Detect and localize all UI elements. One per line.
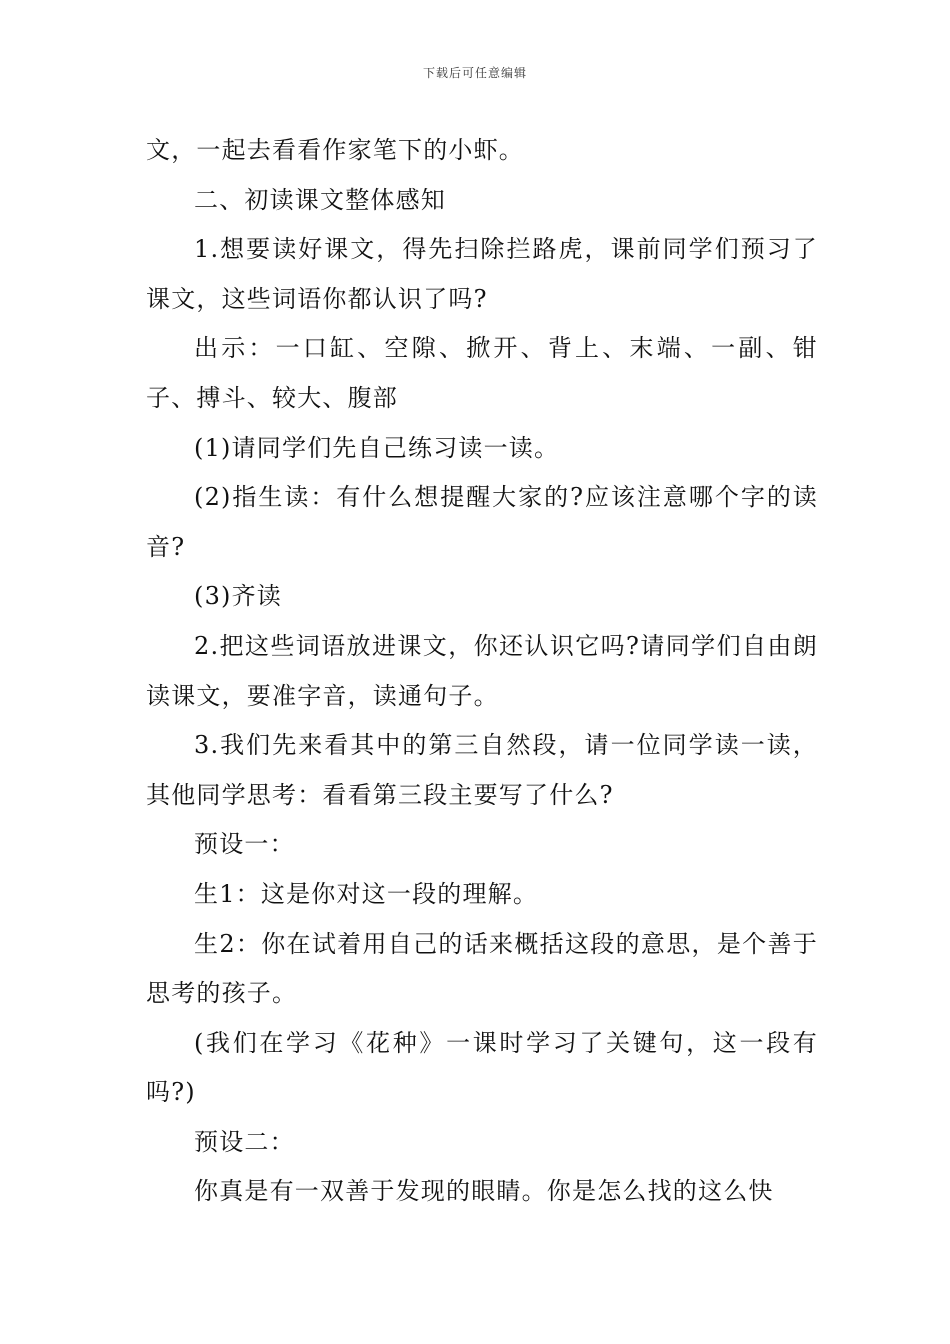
- paragraph-14: 预设二：: [194, 1127, 295, 1156]
- paragraph-6: (2)指生读：有什么想提醒大家的?应该注意哪个字的读音?: [146, 483, 818, 561]
- paragraph-1: 文，一起去看看作家笔下的小虾。: [146, 136, 524, 164]
- paragraph-13: (我们在学习《花种》一课时学习了关键句，这一段有吗?): [146, 1028, 818, 1107]
- paragraph-11: 生1：这是你对这一段的理解。: [194, 879, 539, 908]
- paragraph-12: 生2：你在试着用自己的话来概括这段的意思，是个善于思考的孩子。: [146, 929, 818, 1008]
- paragraph-3: 1.想要读好课文，得先扫除拦路虎，课前同学们预习了课文，这些词语你都认识了吗?: [146, 235, 818, 313]
- page-header: 下载后可任意编辑: [422, 66, 527, 80]
- paragraph-2: 二、初读课文整体感知: [194, 185, 446, 214]
- paragraph-8: 2.把这些词语放进课文，你还认识它吗?请同学们自由朗读课文，要准字音，读通句子。: [146, 631, 818, 710]
- paragraph-10: 预设一：: [194, 830, 295, 859]
- paragraph-15: 你真是有一双善于发现的眼睛。你是怎么找的这么快: [194, 1177, 774, 1206]
- paragraph-5: (1)请同学们先自己练习读一读。: [194, 433, 560, 462]
- paragraph-7: (3)齐读: [194, 582, 282, 611]
- document-body: [146, 126, 818, 1217]
- paragraph-9: 3.我们先来看其中的第三自然段，请一位同学读一读，其他同学思考：看看第三段主要写了什么?: [146, 731, 818, 809]
- paragraph-4: 出示：一口缸、空隙、掀开、背上、末端、一副、钳子、搏斗、较大、腹部: [146, 334, 818, 412]
